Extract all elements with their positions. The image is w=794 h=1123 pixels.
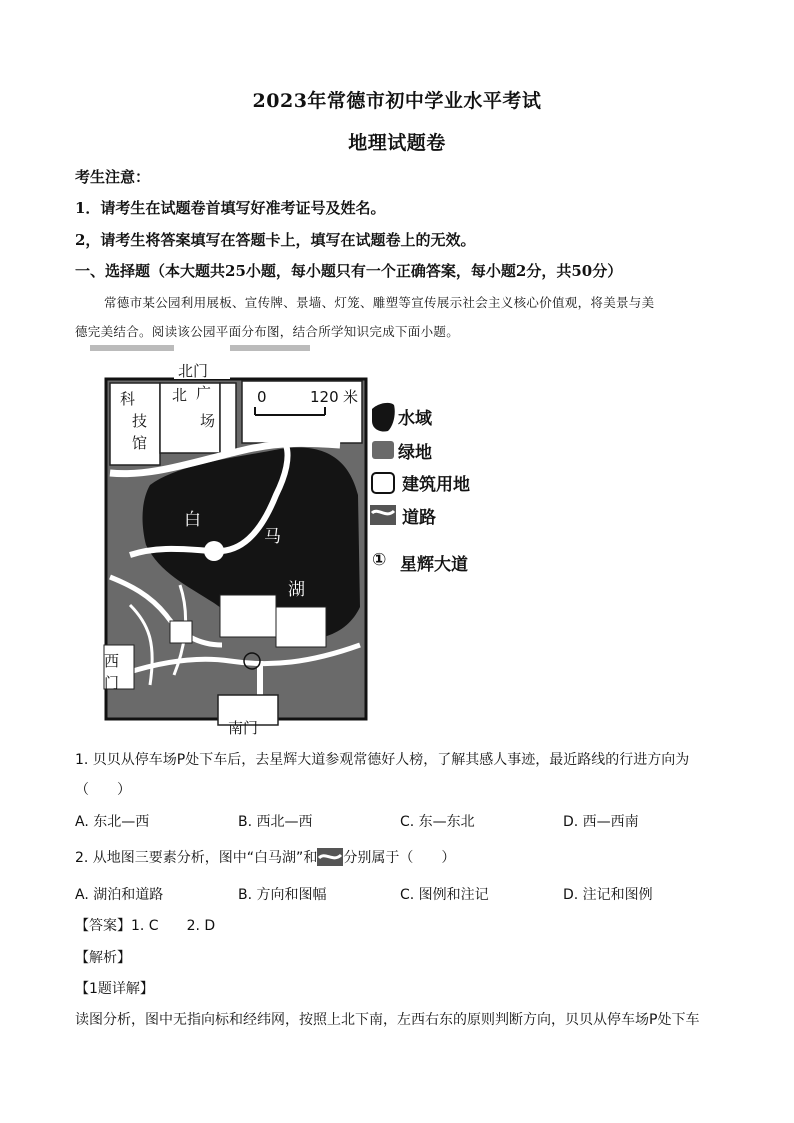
answer-value: 1. C 2. D xyxy=(131,918,216,934)
q2-option-b: B. 方向和图幅 xyxy=(238,887,327,903)
map-label-north-gate: 北门 xyxy=(178,362,209,380)
answer-line xyxy=(75,915,215,935)
roundabout xyxy=(204,541,224,561)
map-label-south-gate: 南门 xyxy=(228,719,259,737)
question-1-line2: （ ） xyxy=(75,782,131,798)
map-label-lake-3: 湖 xyxy=(288,580,305,600)
q2-option-d: D. 注记和图例 xyxy=(563,887,653,903)
legend-avenue-label: 星辉大道 xyxy=(400,555,468,575)
notice-item-2: 2，请考生将答案填写在答题卡上，填写在试题卷上的无效。 xyxy=(75,231,476,249)
map-label-west-gate-2: 门 xyxy=(104,674,120,692)
question-2-after: 分别属于（ ） xyxy=(343,850,456,866)
building-plot-3 xyxy=(170,621,192,643)
legend-building-icon xyxy=(372,473,394,493)
detail-text: 读图分析，图中无指向标和经纬网，按照上北下南，左西右东的原则判断方向，贝贝从停车场P处下车 xyxy=(75,1012,700,1028)
map-label-lake-2: 马 xyxy=(264,527,281,547)
notice-item-1: 1．请考生在试题卷首填写好准考证号及姓名。 xyxy=(75,199,386,217)
question-2-before: 2. 从地图三要素分析，图中“白马湖”和 xyxy=(75,850,318,866)
exam-subtitle: 地理试题卷 xyxy=(348,132,446,154)
building-plot-1 xyxy=(220,595,276,637)
north-road-strip xyxy=(220,383,236,453)
exam-title: 2023年常德市初中学业水平考试 xyxy=(252,90,542,112)
section-heading: 一、选择题（本大题共25小题，每小题只有一个正确答案，每小题2分，共50分） xyxy=(75,262,623,280)
map-label-lake-1: 白 xyxy=(184,510,201,530)
legend-water-icon xyxy=(372,403,395,432)
map-label-north-square-2: 广 xyxy=(196,384,212,402)
question-2 xyxy=(75,847,455,867)
map-label-science-3: 馆 xyxy=(132,434,148,452)
detail-heading: 【1题详解】 xyxy=(75,981,154,997)
q2-option-c: C. 图例和注记 xyxy=(400,887,489,903)
map-label-scale-zero: 0 xyxy=(257,388,267,406)
notice-heading: 考生注意： xyxy=(75,168,151,186)
map-label-west-gate-1: 西 xyxy=(104,652,120,670)
q2-option-a: A. 湖泊和道路 xyxy=(75,887,164,903)
q1-option-a: A. 东北—西 xyxy=(75,814,150,830)
park-map xyxy=(90,345,510,745)
question-1-line1: 1. 贝贝从停车场P处下车后，去星辉大道参观常德好人榜，了解其感人事迹，最近路线的行进方向为 xyxy=(75,752,690,768)
legend-water-label: 水域 xyxy=(398,409,432,429)
q1-option-c: C. 东—东北 xyxy=(400,814,475,830)
section-intro-line1: 常德市某公园利用展板、宣传牌、景墙、灯笼、雕塑等宣传展示社会主义核心价值观，将美景与美 xyxy=(104,295,655,310)
analysis-label: 【解析】 xyxy=(75,950,131,966)
legend-building-label: 建筑用地 xyxy=(402,475,470,495)
answer-label: 【答案】 xyxy=(75,918,131,934)
building-plot-2 xyxy=(276,607,326,647)
map-label-science-2: 技 xyxy=(132,412,148,430)
legend-road-label: 道路 xyxy=(402,508,436,528)
map-label-north-square-3: 场 xyxy=(200,412,216,430)
legend-road-icon xyxy=(370,505,396,525)
q1-option-d: D. 西—西南 xyxy=(563,814,639,830)
map-label-scale-value: 120 xyxy=(310,388,339,406)
legend-avenue-marker: ① xyxy=(372,550,387,570)
section-intro-line2: 德完美结合。阅读该公园平面分布图，结合所学知识完成下面小题。 xyxy=(75,324,460,339)
map-label-scale-unit: 米 xyxy=(343,388,359,406)
q1-option-b: B. 西北—西 xyxy=(238,814,313,830)
map-label-north-square-1: 北 xyxy=(172,386,188,404)
map-label-science-1: 科 xyxy=(120,390,136,408)
legend-green-icon xyxy=(372,441,394,459)
legend-green-label: 绿地 xyxy=(398,443,432,463)
road-symbol-icon xyxy=(317,848,343,866)
